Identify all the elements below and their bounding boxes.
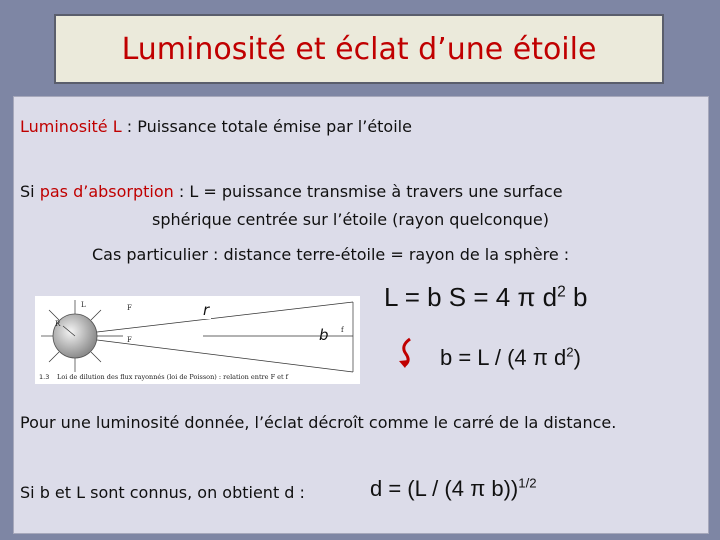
definition-text: : Puissance totale émise par l’étoile xyxy=(121,117,412,136)
label-f: f xyxy=(341,326,344,334)
absorption-text: : L = puissance transmise à travers une surface xyxy=(173,182,563,201)
final-line: Si b et L sont connus, on obtient d : xyxy=(20,483,305,502)
formula-luminosity-exp: 2 xyxy=(557,283,566,301)
title-box xyxy=(54,14,664,84)
formula-luminosity-end: b xyxy=(565,282,588,312)
no-absorption-term: pas d’absorption xyxy=(39,182,174,201)
curved-arrow-icon xyxy=(396,336,420,370)
dilution-diagram xyxy=(35,296,360,384)
formula-brightness xyxy=(440,345,581,371)
slide-title: Luminosité et éclat d’une étoile xyxy=(121,31,597,67)
caption-number: 1.3 xyxy=(39,373,50,381)
label-R: R xyxy=(55,320,61,328)
label-r: r xyxy=(203,301,210,319)
definition-line xyxy=(20,117,412,136)
formula-luminosity xyxy=(384,282,587,313)
cone-lower xyxy=(97,340,353,372)
formula-brightness-main: b = L / (4 π d xyxy=(440,345,567,370)
formula-distance-main: d = (L / (4 π b)) xyxy=(370,476,519,501)
label-F-top: F xyxy=(127,304,132,312)
conclusion-line: Pour une luminosité donnée, l’éclat décroît comme le carré de la distance. xyxy=(20,413,617,432)
label-F: F xyxy=(127,336,132,344)
formula-brightness-exp: 2 xyxy=(566,344,574,360)
formula-brightness-end: ) xyxy=(573,345,581,370)
label-Ls: L xyxy=(81,301,86,309)
label-b: b xyxy=(319,326,329,344)
si-word: Si xyxy=(20,182,40,201)
sphere-line: sphérique centrée sur l’étoile (rayon quelconque) xyxy=(152,210,549,229)
cone-upper xyxy=(97,302,353,332)
formula-distance xyxy=(370,476,537,502)
special-case-line: Cas particulier : distance terre-étoile = rayon de la sphère : xyxy=(92,245,570,264)
figure-caption: Loi de dilution des flux rayonnés (loi de Poisson) : relation entre F et f xyxy=(57,373,289,381)
absorption-line xyxy=(20,182,563,201)
formula-luminosity-main: L = b S = 4 π d xyxy=(384,282,558,312)
definition-term: Luminosité L xyxy=(20,117,122,136)
dilution-figure xyxy=(35,296,360,384)
formula-distance-exp: 1/2 xyxy=(518,475,537,491)
